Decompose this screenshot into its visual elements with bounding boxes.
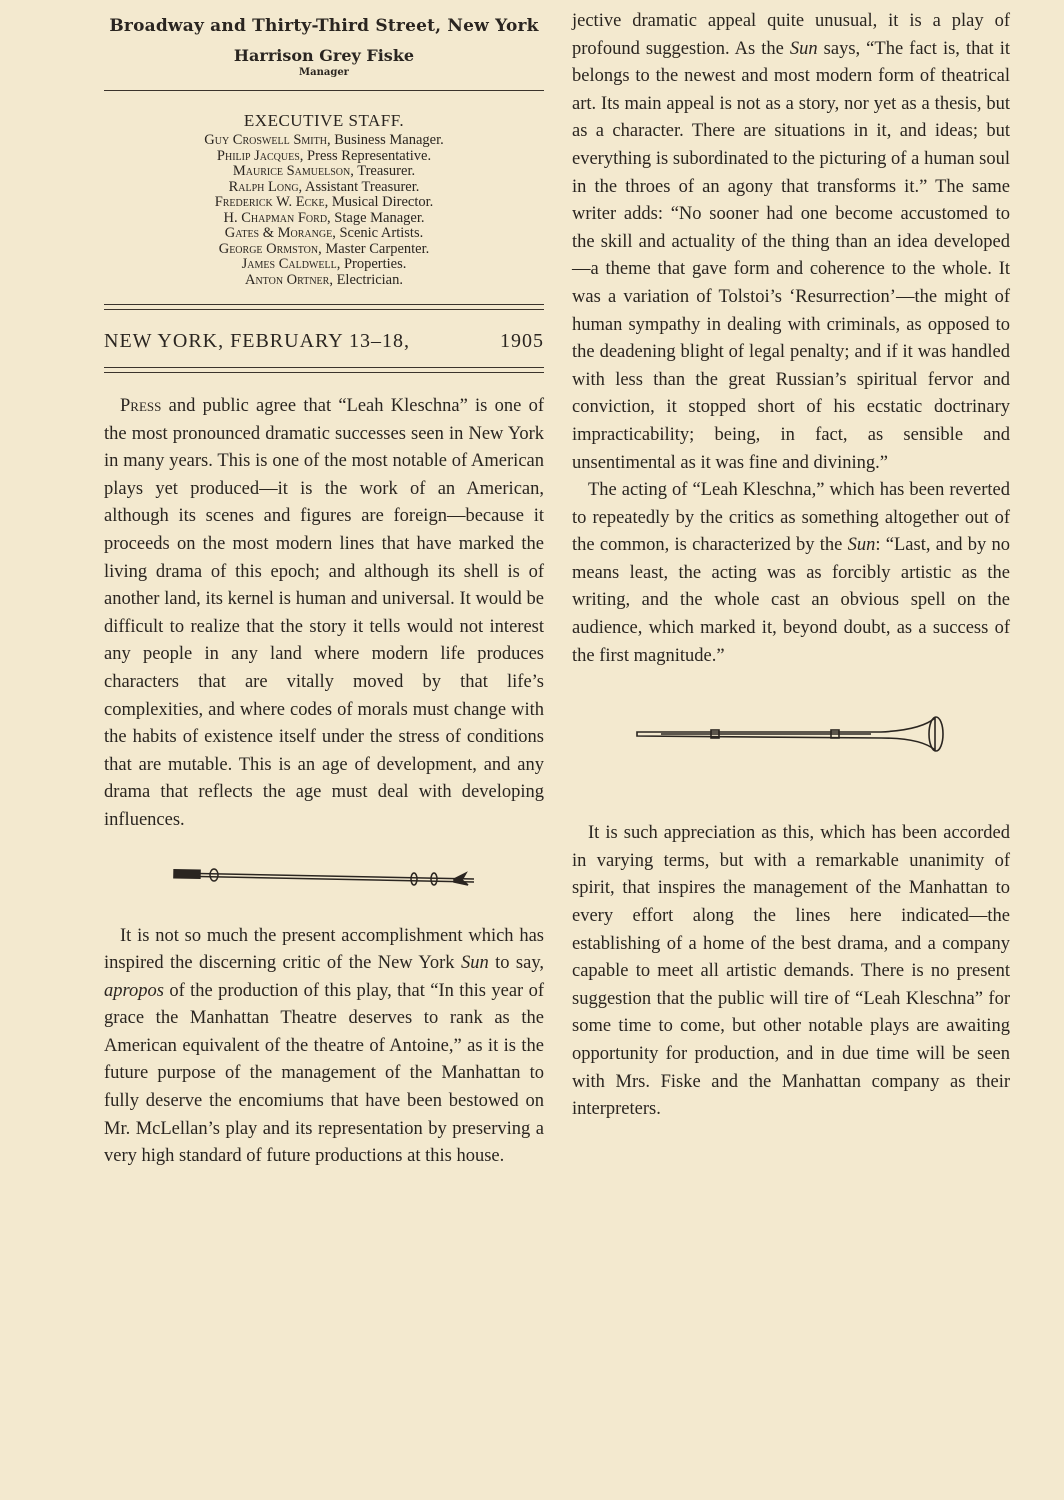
manager-title: Manager [299,67,349,78]
date-line-dates: NEW YORK, FEBRUARY 13–18, [104,330,410,352]
staff-member: Ralph Long, Assistant Treasurer. [228,178,420,195]
left-paragraph-2: It is not so much the present accomplishment which has inspired the discerning critic of the New York Sun to say, apropos of the production of this play, that “In this year of grace the Manhattan Theatre deserves to rank as the American equivalent of the theatre of Antoine,” as it is the future purpose of the management of the Manhattan to fully deserve the encomiums that have been bestowed on Mr. McLellan’s play and its representation by preserving a very high standard of future productions at this house. [104,925,544,1167]
staff-member: James Caldwell, Properties. [241,256,407,272]
header-rule [104,90,544,91]
right-column [572,0,1010,1124]
staff-member: H. Chapman Ford, Stage Manager. [223,209,425,226]
staff-heading: EXECUTIVE STAFF. [243,111,405,130]
date-line [104,330,544,353]
staff-member: Gates & Morange, Scenic Artists. [224,225,424,241]
left-paragraph-1: Press and public agree that “Leah Kleschna” is one of the most pronounced dramatic successes seen in New York in many years. This is one of the most notable of American plays yet produced—it is the work of an American, although its scenes and figures are foreign—because it proceeds on the most modern lines that have marked the living drama of this epoch; and although its shell is of another land, its kernel is human and universal. It would be difficult to realize that the story it tells would not interest any people in any land where modern life produces characters that are vitally moved by that life’s complexities, and where codes of morals must change with the habits of existence itself under the stress of conditions that are mutable. This is an age of development, and any drama that reflects the age must deal with developing influences. [104,396,544,830]
right-paragraph-appreciation: It is such appreciation as this, which has been accorded in varying terms, but with a remarkable unanimity of spirit, that inspires the management of the Manhattan to every effort along the lines here indicated—the establishing of a home of the best drama, and a company capable to meet all artistic demands. There is no present suggestion that the public will tire of “Leah Kleschna” for some time to come, but other notable plays are awaiting opportunity for production, and in due time will be seen with Mrs. Fiske and the Manhattan company as their interpreters. [572,823,1010,1120]
theatre-address: Broadway and Thirty-Third Street, New York [109,16,539,36]
right-paragraph-continued: jective dramatic appeal quite unusual, it is a play of profound suggestion. As the Sun says, “The fact is, that it belongs to the newest and most modern form of theatrical art. Its main appeal is not as a story, nor yet as a thesis, but as a character. There are situations in it, and ideas; but everything is subordinated to the picturing of a human soul in the throes of an agony that transforms it.” The same writer adds: “No sooner had one become accustomed to the skill and actuality of the thing than an idea developed—a theme that gave form and coherence to the whole. It was a variation of Tolstoi’s ‘Resurrection’—the might of human sympathy in dealing with criminals, as opposed to the deadening blight of legal penalty; and if it was handled with less than the great Russian’s spiritual fervor and conviction, it stopped short of his ecstatic doctrinary impracticability; being, in fact, as sensible and unsentimental as it was fine and divining.” [572,11,1010,473]
staff-member: Anton Ortner, Electrician. [244,271,403,288]
staff-member: Frederick W. Ecke, Musical Director. [214,194,434,210]
staff-member: George Ormston, Master Carpenter. [218,240,430,257]
baton-ornament-icon [164,863,484,891]
date-line-year: 1905 [500,330,544,352]
manager-name: Harrison Grey Fiske [233,46,415,65]
left-column [104,10,544,1171]
staff-member: Guy Croswell Smith, Business Manager. [204,132,444,148]
staff-member: Philip Jacques, Press Representative. [216,147,432,164]
staff-double-rule [104,304,544,310]
staff-member: Maurice Samuelson, Treasurer. [232,163,416,179]
trumpet-ornament-icon [631,712,951,756]
right-paragraph-acting: The acting of “Leah Kleschna,” which has been reverted to repeatedly by the critics as something altogether out of the common, is characterized by the Sun: “Last, and by no means least, the acting was as forcibly artistic as the writing, and the whole cast an obvious spell on the audience, which marked it, beyond doubt, as a success of the first magnitude.” [572,480,1010,666]
staff-list [104,133,544,288]
date-double-rule [104,367,544,373]
